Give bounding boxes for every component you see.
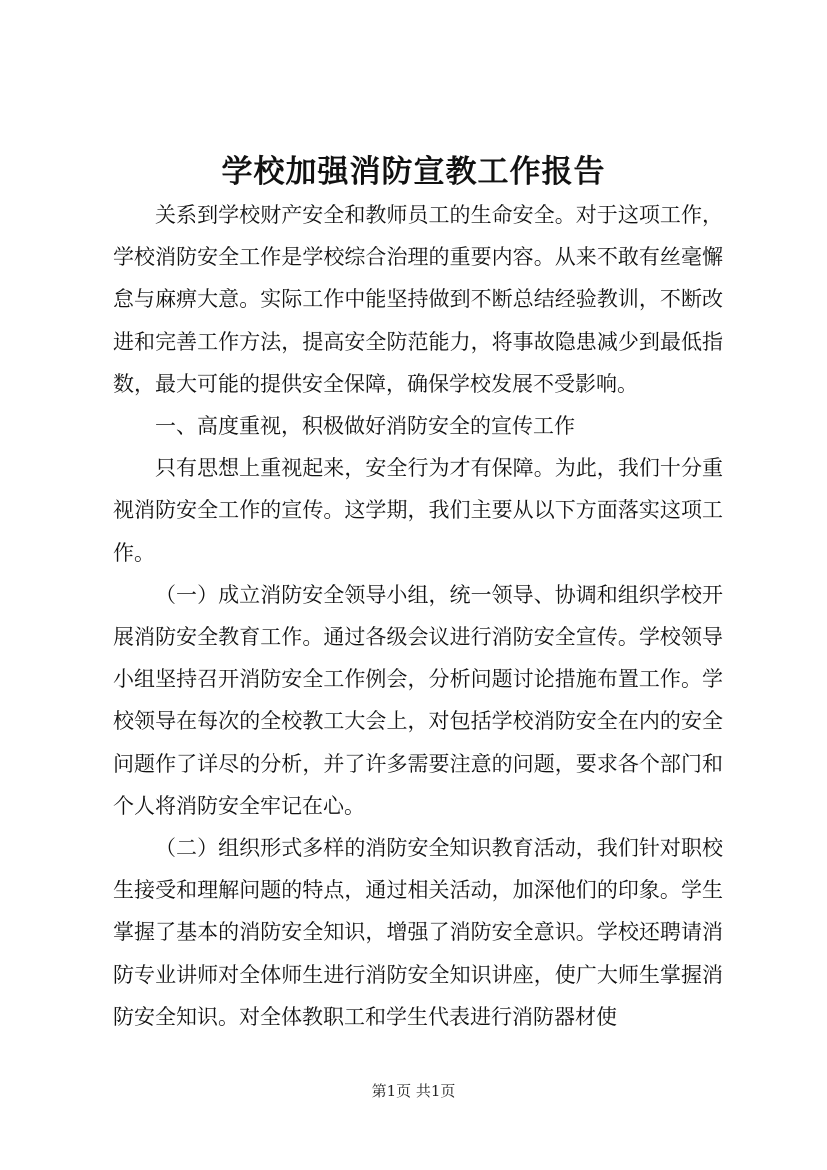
document-title: 学校加强消防宣教工作报告 (221, 154, 606, 190)
paragraph-item-1: （一）成立消防安全领导小组，统一领导、协调和组织学校开展消防安全教育工作。通过各级会议进行消防安全宣传。学校领导小组坚持召开消防安全工作例会，分析问题讨论措施布置工作。学校领导在每次的全校教工大会上，对包括学校消防安全在内的安全问题作了详尽的分析，并了许多需要注意的问题，要求各个部门和个人将消防安全牢记在心。 (113, 582, 723, 818)
paragraph-intro: 关系到学校财产安全和教师员工的生命安全。对于这项工作，学校消防安全工作是学校综合治理的重要内容。从来不敢有丝毫懈怠与麻痹大意。实际工作中能坚持做到不断总结经验教训，不断改进和完善工作方法，提高安全防范能力，将事故隐患减少到最低指数，最大可能的提供安全保障，确保学校发展不受影响。 (113, 203, 723, 396)
paragraph-item-2: （二）组织形式多样的消防安全知识教育活动，我们针对职校生接受和理解问题的特点，通过相关活动，加深他们的印象。学生掌握了基本的消防安全知识，增强了消防安全意识。学校还聘请消防专业讲师对全体师生进行消防安全知识讲座，使广大师生掌握消防安全知识。对全体教职工和学生代表进行消防器材使 (113, 836, 723, 1029)
paragraph-emphasis: 只有思想上重视起来，安全行为才有保障。为此，我们十分重视消防安全工作的宣传。这学期，我们主要从以下方面落实这项工作。 (113, 456, 723, 565)
section-heading-1: 一、高度重视，积极做好消防安全的宣传工作 (155, 414, 575, 439)
page-footer: 第1页 共1页 (371, 1082, 456, 1100)
document-body (113, 194, 723, 1038)
